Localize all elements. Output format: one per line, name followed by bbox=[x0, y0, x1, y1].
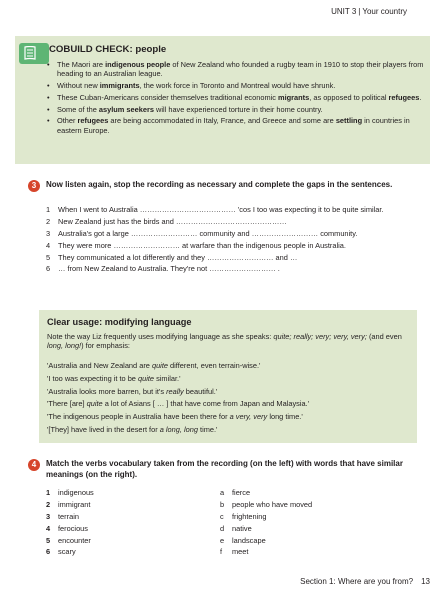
match-word: fierce bbox=[232, 488, 251, 497]
match-left-item bbox=[46, 524, 196, 534]
usage-example bbox=[47, 399, 407, 408]
match-right-item bbox=[220, 524, 400, 534]
match-label: 4 bbox=[46, 523, 51, 533]
cobuild-bullet-text: The Maori are bbox=[57, 60, 106, 69]
cobuild-bullet bbox=[45, 81, 425, 90]
match-label: a bbox=[220, 488, 225, 497]
cobuild-bullet-text: immigrants bbox=[99, 81, 140, 91]
item-number: 3 bbox=[46, 228, 51, 238]
item-text: New Zealand just has the birds and ……………………………………… bbox=[58, 216, 287, 226]
cobuild-bullet-text: , the work force in Toronto and Montreal would have shrunk. bbox=[139, 81, 336, 91]
cobuild-bullet-text: in countries in eastern Europe. bbox=[57, 116, 410, 135]
intro-text: quite; really; very; very, very; bbox=[273, 332, 367, 341]
gap-fill-item bbox=[46, 229, 406, 239]
match-label: 2 bbox=[46, 499, 51, 509]
item-number: 5 bbox=[46, 252, 51, 262]
match-label: 3 bbox=[46, 511, 51, 521]
match-right-item bbox=[220, 547, 400, 557]
usage-example-text: quite bbox=[151, 361, 168, 370]
exercise-3-instruction: Now listen again, stop the recording as necessary and complete the gaps in the sentences. bbox=[46, 180, 393, 189]
match-label: 1 bbox=[46, 488, 51, 497]
match-left-item bbox=[46, 536, 196, 546]
clear-usage-box bbox=[39, 310, 417, 443]
gap-fill-item bbox=[46, 241, 406, 251]
match-word: native bbox=[232, 523, 252, 533]
exercise-number-4: 4 bbox=[28, 459, 40, 471]
usage-example bbox=[47, 361, 407, 370]
match-left-item bbox=[46, 500, 196, 510]
item-text: … from New Zealand to Australia. They're not ……………………… . bbox=[58, 264, 280, 274]
match-word: scary bbox=[58, 547, 76, 557]
item-text: When I went to Australia ………………………………… 'cos I too was expecting it to be quite similar. bbox=[58, 205, 384, 214]
match-word: people who have moved bbox=[232, 499, 313, 509]
match-right-item bbox=[220, 536, 400, 546]
clear-usage-intro bbox=[47, 332, 407, 351]
cobuild-bullet-text: . bbox=[419, 92, 422, 102]
gap-fill-item bbox=[46, 205, 406, 215]
exercise-number-3: 3 bbox=[28, 180, 40, 192]
match-right-item bbox=[220, 488, 400, 498]
cobuild-check-box bbox=[15, 36, 430, 164]
usage-example-text: 'There [are] bbox=[47, 399, 87, 409]
usage-example-text: '[They] have lived in the desert for bbox=[47, 424, 160, 434]
item-number: 1 bbox=[46, 205, 51, 214]
item-number: 2 bbox=[46, 216, 51, 226]
cobuild-bullet-list bbox=[45, 60, 425, 138]
cobuild-bullet bbox=[45, 105, 425, 114]
gap-fill-item bbox=[46, 217, 406, 227]
cobuild-bullet-text: , as opposed to political bbox=[309, 92, 389, 102]
usage-example-text: a long, long bbox=[159, 424, 198, 434]
cobuild-bullet-text: are being accommodated in Italy, France, and Greece and some are bbox=[108, 116, 336, 126]
intro-text: Note the way Liz frequently uses modifying language as she speaks: bbox=[47, 332, 274, 341]
intro-text: ) for emphasis: bbox=[81, 341, 130, 351]
match-label: d bbox=[220, 523, 225, 533]
clear-usage-examples bbox=[47, 361, 407, 438]
section-label: Section 1: Where are you from? bbox=[300, 577, 414, 586]
match-word: frightening bbox=[232, 511, 267, 521]
match-right-column bbox=[220, 488, 400, 559]
match-left-item bbox=[46, 547, 196, 557]
unit-title: Your country bbox=[362, 7, 407, 16]
cobuild-bullet-text: Other bbox=[57, 116, 78, 126]
item-number: 4 bbox=[46, 240, 51, 250]
usage-example bbox=[47, 374, 407, 383]
gap-fill-item bbox=[46, 264, 406, 274]
match-word: meet bbox=[232, 547, 249, 557]
match-word: encounter bbox=[58, 535, 91, 545]
page-footer bbox=[300, 577, 430, 586]
cobuild-bullet-text: Some of the bbox=[57, 104, 99, 114]
usage-example-text: beautiful.' bbox=[183, 386, 218, 396]
match-left-column bbox=[46, 488, 196, 559]
usage-example-text: really bbox=[166, 386, 184, 396]
match-word: terrain bbox=[58, 511, 79, 521]
usage-example-text: quite bbox=[137, 373, 155, 383]
match-left-item bbox=[46, 488, 196, 498]
intro-text: long, long! bbox=[47, 341, 82, 351]
cobuild-bullet-text: will have experienced torture in their home country. bbox=[153, 104, 323, 114]
match-label: f bbox=[220, 547, 223, 557]
cobuild-bullet-text: refugees bbox=[77, 116, 109, 126]
usage-example bbox=[47, 425, 407, 434]
usage-example-text: 'Australia and New Zealand are bbox=[47, 361, 152, 370]
match-left-item bbox=[46, 512, 196, 522]
cobuild-bullet bbox=[45, 116, 425, 135]
usage-example-text: 'Australia looks more barren, but it's bbox=[47, 386, 167, 396]
page-header bbox=[331, 7, 407, 16]
cobuild-bullet-text: refugees bbox=[388, 92, 420, 102]
item-text: They communicated a lot differently and they ……………………… and … bbox=[58, 252, 298, 262]
usage-example-text: similar.' bbox=[154, 373, 181, 383]
item-text: Australia's got a large ……………………… community and ……………………… community. bbox=[58, 228, 358, 238]
header-separator: | bbox=[358, 7, 361, 16]
usage-example bbox=[47, 412, 407, 421]
match-label: e bbox=[220, 535, 225, 545]
cobuild-bullet-text: asylum seekers bbox=[98, 104, 154, 114]
usage-example-text: long time.' bbox=[267, 412, 303, 422]
book-pages-glyph bbox=[24, 46, 36, 60]
unit-label: UNIT 3 bbox=[331, 7, 357, 16]
match-label: 5 bbox=[46, 535, 51, 545]
usage-example-text: different, even terrain-wise.' bbox=[167, 361, 261, 370]
usage-example-text: 'The indigenous people in Australia have been there for bbox=[47, 412, 230, 422]
usage-example-text: quite bbox=[86, 399, 103, 409]
match-label: c bbox=[220, 511, 224, 521]
usage-example-text: time.' bbox=[197, 424, 218, 434]
item-number: 6 bbox=[46, 264, 51, 274]
match-label: 6 bbox=[46, 547, 51, 557]
cobuild-bullet-text: of New Zealand who founded a rugby team in 1910 to stop their players from heading to an Australian league. bbox=[57, 60, 424, 79]
match-right-item bbox=[220, 512, 400, 522]
gap-fill-item bbox=[46, 253, 406, 263]
match-word: indigenous bbox=[58, 488, 94, 497]
cobuild-bullet-text: settling bbox=[335, 116, 363, 126]
cobuild-bullet bbox=[45, 93, 425, 102]
match-word: landscape bbox=[232, 535, 266, 545]
match-right-item bbox=[220, 500, 400, 510]
cobuild-title: COBUILD CHECK: people bbox=[49, 44, 167, 55]
clear-usage-title: Clear usage: modifying language bbox=[47, 317, 192, 327]
cobuild-bullet-text: These Cuban-Americans consider themselves traditional economic bbox=[57, 92, 279, 102]
cobuild-bullet-text: indigenous people bbox=[105, 60, 171, 69]
exercise-4-instruction: Match the verbs vocabulary taken from the recording (on the left) with words that have similar meanings (on the right). bbox=[46, 459, 403, 479]
usage-example-text: a lot of Asians [ … ] that have come from Japan and Malaysia.' bbox=[102, 399, 310, 409]
match-word: ferocious bbox=[58, 523, 88, 533]
intro-text: (and even bbox=[366, 332, 402, 341]
usage-example-text: a very, very bbox=[229, 412, 268, 422]
cobuild-bullet-text: migrants bbox=[278, 92, 310, 102]
gap-fill-list bbox=[46, 205, 406, 276]
usage-example bbox=[47, 387, 407, 396]
page-number: 13 bbox=[421, 577, 430, 586]
match-label: b bbox=[220, 499, 225, 509]
usage-example-text: 'I too was expecting it to be bbox=[47, 373, 138, 383]
match-word: immigrant bbox=[58, 499, 91, 509]
cobuild-bullet-text: Without new bbox=[57, 81, 100, 91]
cobuild-bullet bbox=[45, 60, 425, 79]
item-text: They were more ……………………… at warfare than the indigenous people in Australia. bbox=[58, 240, 346, 250]
